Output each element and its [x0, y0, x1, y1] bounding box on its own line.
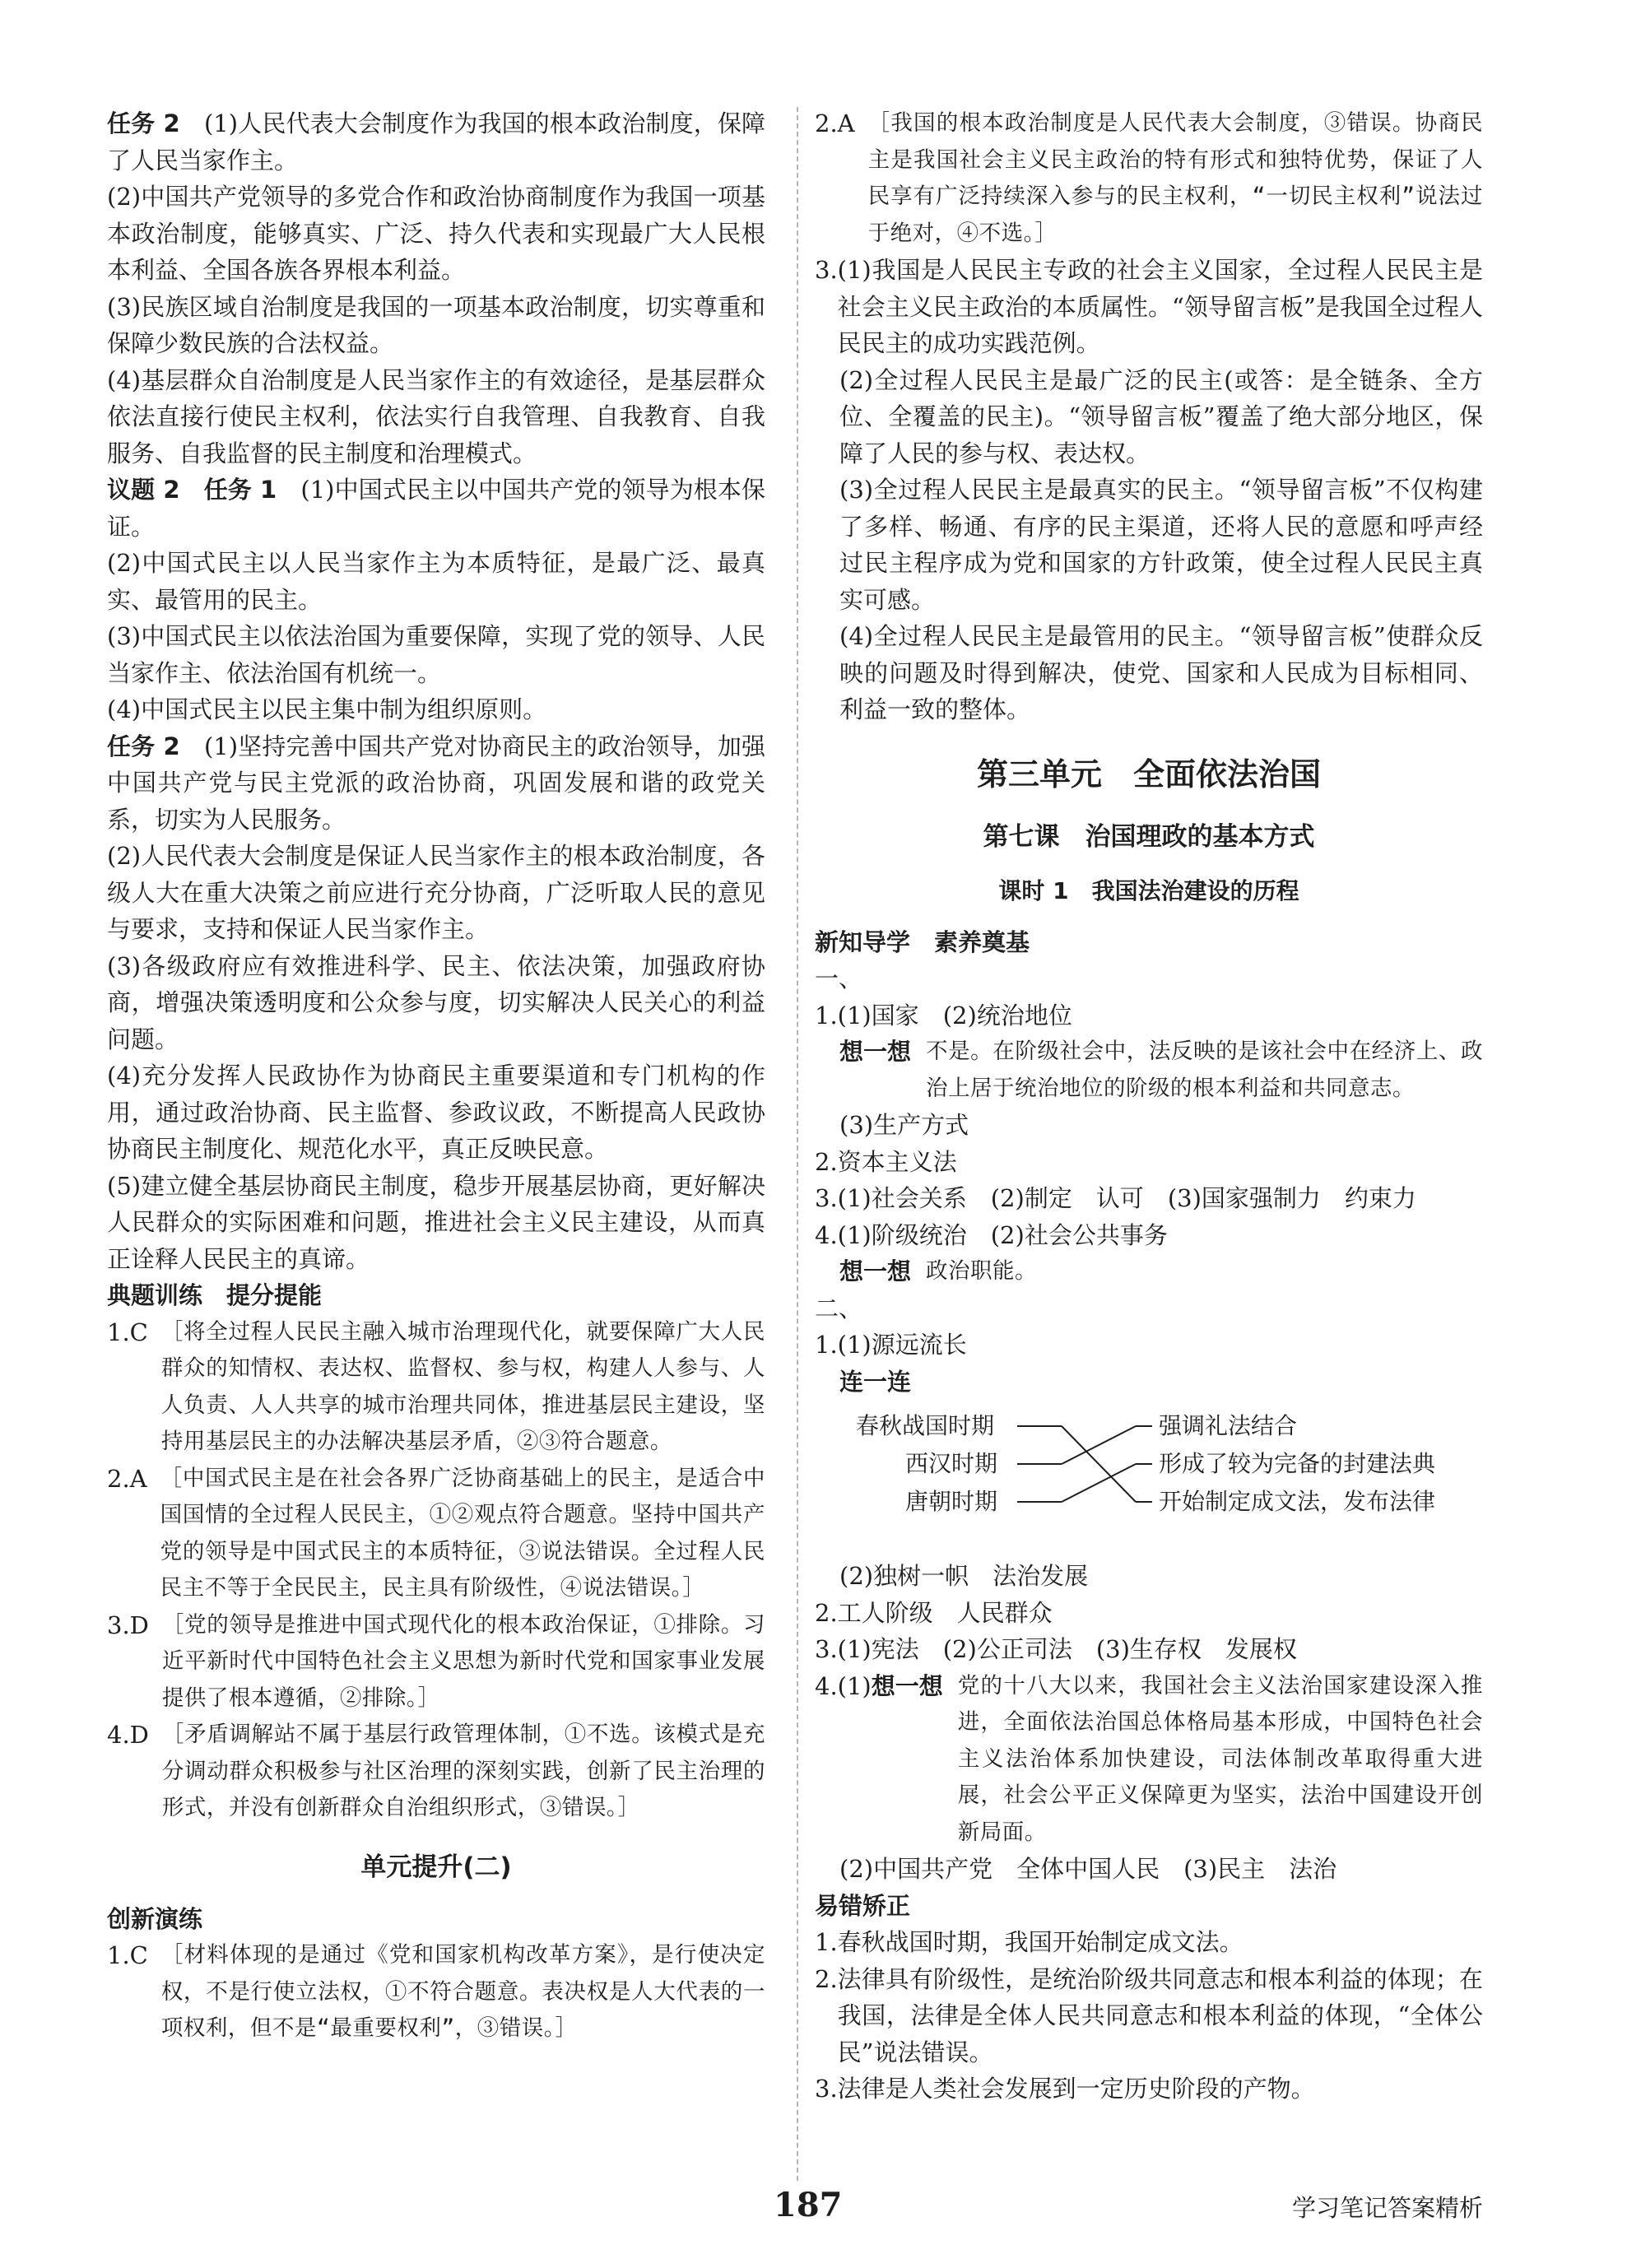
topic2-task2-para-2: (2)人民代表大会制度是保证人民当家作主的根本政治制度，各级人大在重大决策之前应进行充分协商，广泛听取人民的意见与要求，支持和保证人民当家作主。 [107, 842, 765, 943]
match-line [1062, 1426, 1136, 1502]
correction-heading: 易错矫正 [815, 1891, 911, 1920]
answer-explanation: ［中国式民主是在社会各界广泛协商基础上的民主，是适合中国国情的全过程人民民主，①②观点符合题意。坚持中国共产党的领导是中国式民主的本质特征，③说法错误。全过程人民民主不等于全民民主，民主具有阶级性，④说法错误。］ [160, 1465, 765, 1601]
correction-text: 法律具有阶级性，是统治阶级共同意志和根本利益的体现；在我国，法律是全体人民共同意志和根本利益的体现，“全体公民”说法错误。 [837, 1964, 1483, 2066]
unit-upgrade-title: 单元提升(二) [360, 1852, 512, 1882]
section-one: 一、 [815, 964, 863, 992]
topic2-task2-para-1 [107, 728, 765, 839]
answer-number: 2. [815, 1964, 838, 1993]
section-two: 二、 [815, 1294, 863, 1322]
topic2-para-2: (2)中国式民主以人民当家作主为本质特征，是最广泛、最真实、最管用的民主。 [107, 549, 765, 614]
answer-number: 3. [815, 256, 838, 284]
answer-explanation: ［我国的根本政治制度是人民代表大会制度，③错误。协商民主是我国社会主义民主政治的特有形式和独特优势，保证了人民享有广泛持续深入参与的民主权利，“一切民主权利”说法过于绝对，④不选。］ [867, 110, 1483, 246]
task2-para-1 [107, 105, 765, 179]
answer-number: 4.(1) [815, 1671, 872, 1700]
answer-line: 2.资本主义法 [815, 1147, 957, 1176]
correction-item [815, 1961, 1483, 2071]
answer-line: 1.(1)源远流长 [815, 1331, 967, 1359]
think-label: 想一想 [871, 1671, 943, 1700]
match-left-item: 唐朝时期 [905, 1488, 998, 1515]
think-label: 想一想 [839, 1038, 912, 1066]
task-label: 任务 2 [107, 732, 180, 760]
think-item [815, 1253, 1483, 1290]
answer-item [107, 1607, 765, 1717]
answer-para: (2)全过程人民民主是最广泛的民主(或答：是全链条、全方位、全覆盖的民主)。“领导留言板”覆盖了绝大部分地区，保障了人民的参与权、表达权。 [839, 365, 1483, 467]
answer-number: 3.D [107, 1610, 149, 1639]
correction-line: 1.春秋战国时期，我国开始制定成文法。 [815, 1928, 1244, 1956]
answer-explanation: ［材料体现的是通过《党和国家机构改革方案》，是行使决定权，不是行使立法权，①不符合题意。表决权是人大代表的一项权利，但不是“最重要权利”，③错误。］ [160, 1942, 765, 2041]
match-left-item: 西汉时期 [905, 1450, 998, 1477]
column-divider [797, 107, 798, 2181]
answer-number: 4.D [107, 1721, 149, 1749]
answer-item [107, 1937, 765, 2047]
task2-para-3: (3)民族区域自治制度是我国的一项基本政治制度，切实尊重和保障少数民族的合法权益。 [107, 292, 765, 357]
think-answer: 政治职能。 [926, 1258, 1038, 1284]
answer-number: 1.C [107, 1318, 148, 1346]
answer-explanation: ［将全过程人民民主融入城市治理现代化，就要保障广大人民群众的知情权、表达权、监督权、参与权，构建人人参与、人人负责、人人共享的城市治理共同体，推进基层民主建设，坚持用基层民主的办法解决基层矛盾，②③符合题意。 [160, 1318, 765, 1454]
task-label: 任务 2 [107, 109, 180, 137]
answer-line: 4.(1)阶级统治 (2)社会公共事务 [815, 1220, 1168, 1249]
answer-line: 1.(1)国家 (2)统治地位 [815, 1001, 1072, 1029]
answer-item [815, 252, 1483, 362]
new-knowledge-heading: 新知导学 素养奠基 [815, 927, 1030, 956]
answer-item [107, 1461, 765, 1607]
match-line [1062, 1426, 1136, 1464]
answer-para: (4)全过程人民民主是最管用的民主。“领导留言板”使群众反映的问题及时得到解决，使党、国家和人民成为目标相同、利益一致的整体。 [839, 622, 1483, 723]
think-answer: 党的十八大以来，我国社会主义法治国家建设深入推进，全面依法治国总体格局基本形成，中国特色社会主义法治体系加快建设，司法体制改革取得重大进展，社会公平正义保障更为坚实，法治中国建设开创新局面。 [957, 1672, 1483, 1845]
task2-para-4: (4)基层群众自治制度是人民当家作主的有效途径，是基层群众依法直接行使民主权利，依法实行自我管理、自我教育、自我服务、自我监督的民主制度和治理模式。 [107, 365, 765, 467]
answer-explanation: ［矛盾调解站不属于基层行政管理体制，①不选。该模式是充分调动群众积极参与社区治理的深刻实践，创新了民主治理的形式，并没有创新群众自治组织形式，③错误。］ [161, 1722, 765, 1820]
think-item [815, 1034, 1483, 1107]
matching-diagram [848, 1405, 1483, 1553]
task2-para-2: (2)中国共产党领导的多党合作和政治协商制度作为我国一项基本政治制度，能够真实、广泛、持久代表和实现最广大人民根本利益、全国各族各界根本利益。 [107, 183, 765, 284]
page-number: 187 [774, 2186, 843, 2224]
match-left-item: 春秋战国时期 [856, 1412, 995, 1439]
topic-label: 议题 2 [107, 476, 180, 504]
unit-title: 第三单元 全面依法治国 [976, 755, 1321, 792]
think-item [815, 1668, 1483, 1852]
lesson-title: 第七课 治国理政的基本方式 [983, 821, 1315, 852]
topic2-para-4: (4)中国式民主以民主集中制为组织原则。 [107, 695, 547, 723]
match-right-item: 开始制定成文法，发布法律 [1159, 1488, 1436, 1515]
answer-item [107, 1314, 765, 1461]
answer-line: 3.(1)社会关系 (2)制定 认可 (3)国家强制力 约束力 [815, 1184, 1416, 1212]
match-line [1062, 1464, 1136, 1502]
correction-line: 3.法律是人类社会发展到一定历史阶段的产物。 [815, 2075, 1315, 2103]
answer-line: (2)独树一帜 法治发展 [839, 1562, 1089, 1590]
footer-label: 学习笔记答案精析 [1292, 2194, 1484, 2222]
para-text: (1)中国式民主以中国共产党的领导为根本保证。 [107, 476, 765, 541]
answer-explanation: ［党的领导是推进中国式现代化的根本政治保证，①排除。习近平新时代中国特色社会主义思想为新时代党和国家事业发展提供了根本遵循，②排除。］ [161, 1611, 765, 1711]
para-text: (1)人民代表大会制度作为我国的根本政治制度，保障了人民当家作主。 [107, 109, 765, 174]
answer-item [815, 105, 1483, 252]
training-heading: 典题训练 提分提能 [107, 1281, 323, 1309]
answer-line: 3.(1)宪法 (2)公正司法 (3)生存权 发展权 [815, 1635, 1297, 1663]
topic2-para-1 [107, 472, 765, 545]
answer-number: 2.A [815, 109, 855, 137]
answer-line: 2.工人阶级 人民群众 [815, 1598, 1053, 1627]
topic2-para-3: (3)中国式民主以依法治国为重要保障，实现了党的领导、人民当家作主、依法治国有机统一。 [107, 622, 765, 687]
answer-para: (1)我国是人民民主专政的社会主义国家，全过程人民民主是社会主义民主政治的本质属性。“领导留言板”是我国全过程人民民主的成功实践范例。 [837, 256, 1483, 357]
topic2-task2-para-3: (3)各级政府应有效推进科学、民主、依法决策，加强政府协商，增强决策透明度和公众参与度，切实解决人民关心的利益问题。 [107, 951, 765, 1053]
answer-number: 2.A [107, 1464, 147, 1493]
match-right-item: 强调礼法结合 [1159, 1412, 1298, 1439]
link-label: 连一连 [839, 1367, 912, 1396]
answer-para: (3)全过程人民民主是最真实的民主。“领导留言板”不仅构建了多样、畅通、有序的民主渠道，还将人民的意愿和呼声经过民主程序成为党和国家的方针政策，使全过程人民民主真实可感。 [839, 476, 1483, 614]
right-column [815, 105, 1483, 2108]
match-right-item: 形成了较为完备的封建法典 [1159, 1450, 1436, 1477]
innovation-heading: 创新演练 [107, 1904, 203, 1933]
para-text: (1)坚持完善中国共产党对协商民主的政治领导，加强中国共产党与民主党派的政治协商，巩固发展和谐的政党关系，切实为人民服务。 [107, 732, 765, 834]
think-label: 想一想 [839, 1257, 912, 1285]
answer-body [838, 252, 1483, 362]
answer-item [107, 1717, 765, 1827]
period-title: 课时 1 我国法治建设的历程 [998, 876, 1299, 904]
topic2-task2-para-4: (4)充分发挥人民政协作为协商民主重要渠道和专门机构的作用，通过政治协商、民主监督、参政议政，不断提高人民政协协商民主制度化、规范化水平，真正反映民意。 [107, 1062, 765, 1163]
think-answer: 不是。在阶级社会中，法反映的是该社会中在经济上、政治上居于统治地位的阶级的根本利益和共同意志。 [926, 1039, 1483, 1101]
answer-line: (2)中国共产党 全体中国人民 (3)民主 法治 [839, 1855, 1337, 1883]
left-column [107, 105, 765, 2047]
answer-number: 1.C [107, 1941, 148, 1969]
answer-line: (3)生产方式 [839, 1111, 969, 1139]
topic2-task2-para-5: (5)建立健全基层协商民主制度，稳步开展基层协商，更好解决人民群众的实际困难和问题，推进社会主义民主建设，从而真正诠释人民民主的真谛。 [107, 1171, 765, 1273]
task-label: 任务 1 [203, 476, 277, 504]
